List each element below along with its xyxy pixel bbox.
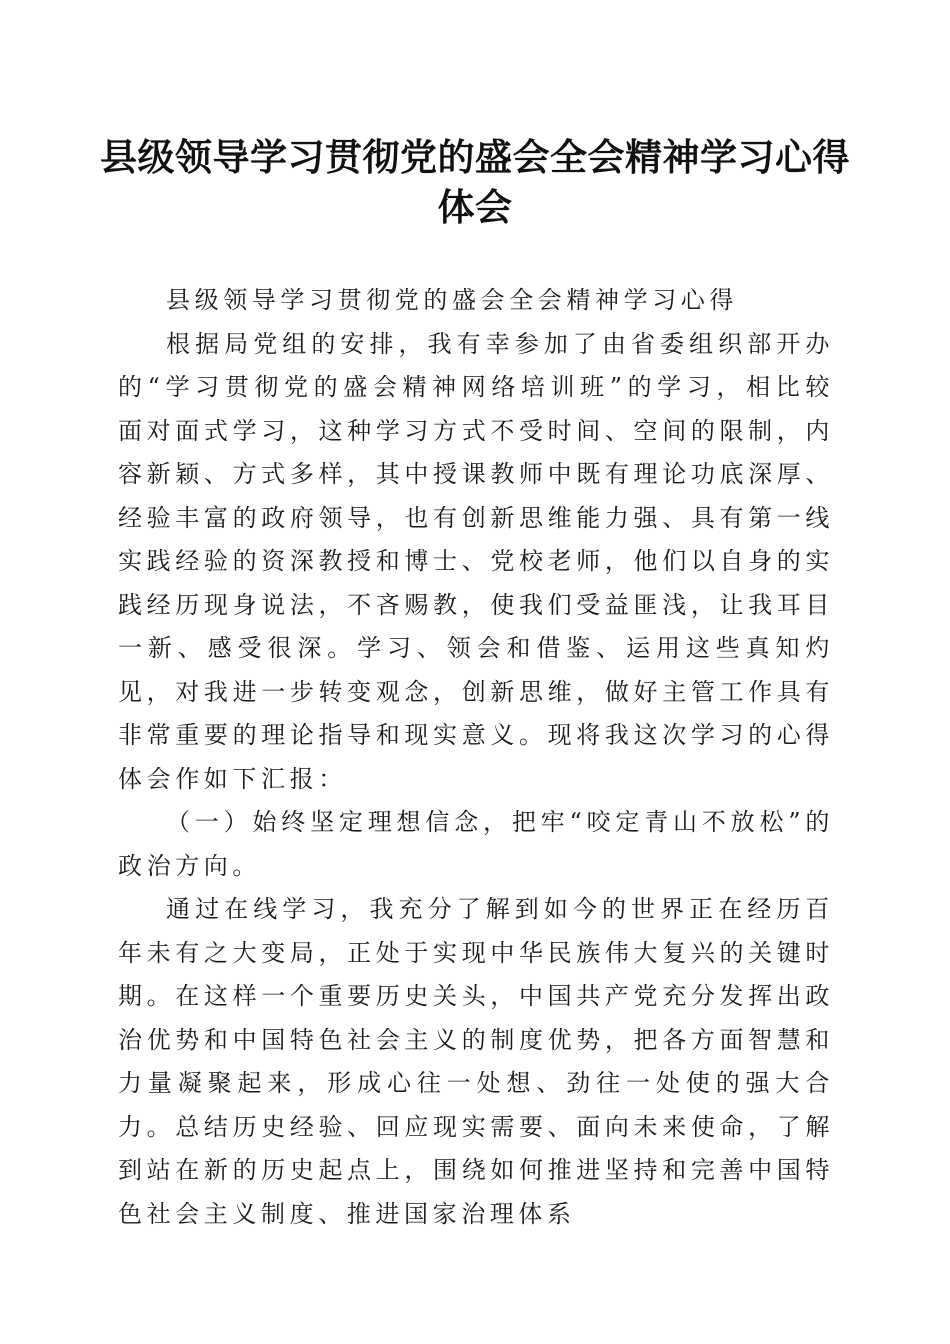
intro-paragraph: 根据局党组的安排，我有幸参加了由省委组织部开办的“学习贯彻党的盛会精神网络培训班”的学习，相比较面对面式学习，这种学习方式不受时间、空间的限制，内容新颖、方式多样，其中授课教师中既有理论功底深厚、经验丰富的政府领导，也有创新思维能力强、具有第一线实践经验的资深教授和博士、党校老师，他们以自身的实践经历现身说法，不吝赐教，使我们受益匪浅，让我耳目一新、感受很深。学习、领会和借鉴、运用这些真知灼见，对我进一步转变观念，创新思维，做好主管工作具有非常重要的理论指导和现实意义。现将我这次学习的心得体会作如下汇报： — [118, 329, 834, 793]
title-line-1: 县级领导学习贯彻党的盛会全会精神学习心得 — [100, 135, 850, 179]
document-title — [100, 132, 850, 232]
subtitle-paragraph: 县级领导学习贯彻党的盛会全会精神学习心得 — [166, 286, 738, 314]
title-line-2: 体会 — [437, 185, 513, 229]
body-paragraph: 通过在线学习，我充分了解到如今的世界正在经历百年未有之大变局，正处于实现中华民族伟大复兴的关键时期。在这样一个重要历史关头，中国共产党充分发挥出政治优势和中国特色社会主义的制度优势，把各方面智慧和力量凝聚起来，形成心往一处想、劲往一处使的强大合力。总结历史经验、回应现实需要、面向未来使命，了解到站在新的历史起点上，围绕如何推进坚持和完善中国特色社会主义制度、推进国家治理体系 — [118, 895, 834, 1228]
document-body — [118, 279, 834, 1236]
section-heading-1: （一）始终坚定理想信念，把牢“咬定青山不放松”的政治方向。 — [118, 808, 834, 880]
